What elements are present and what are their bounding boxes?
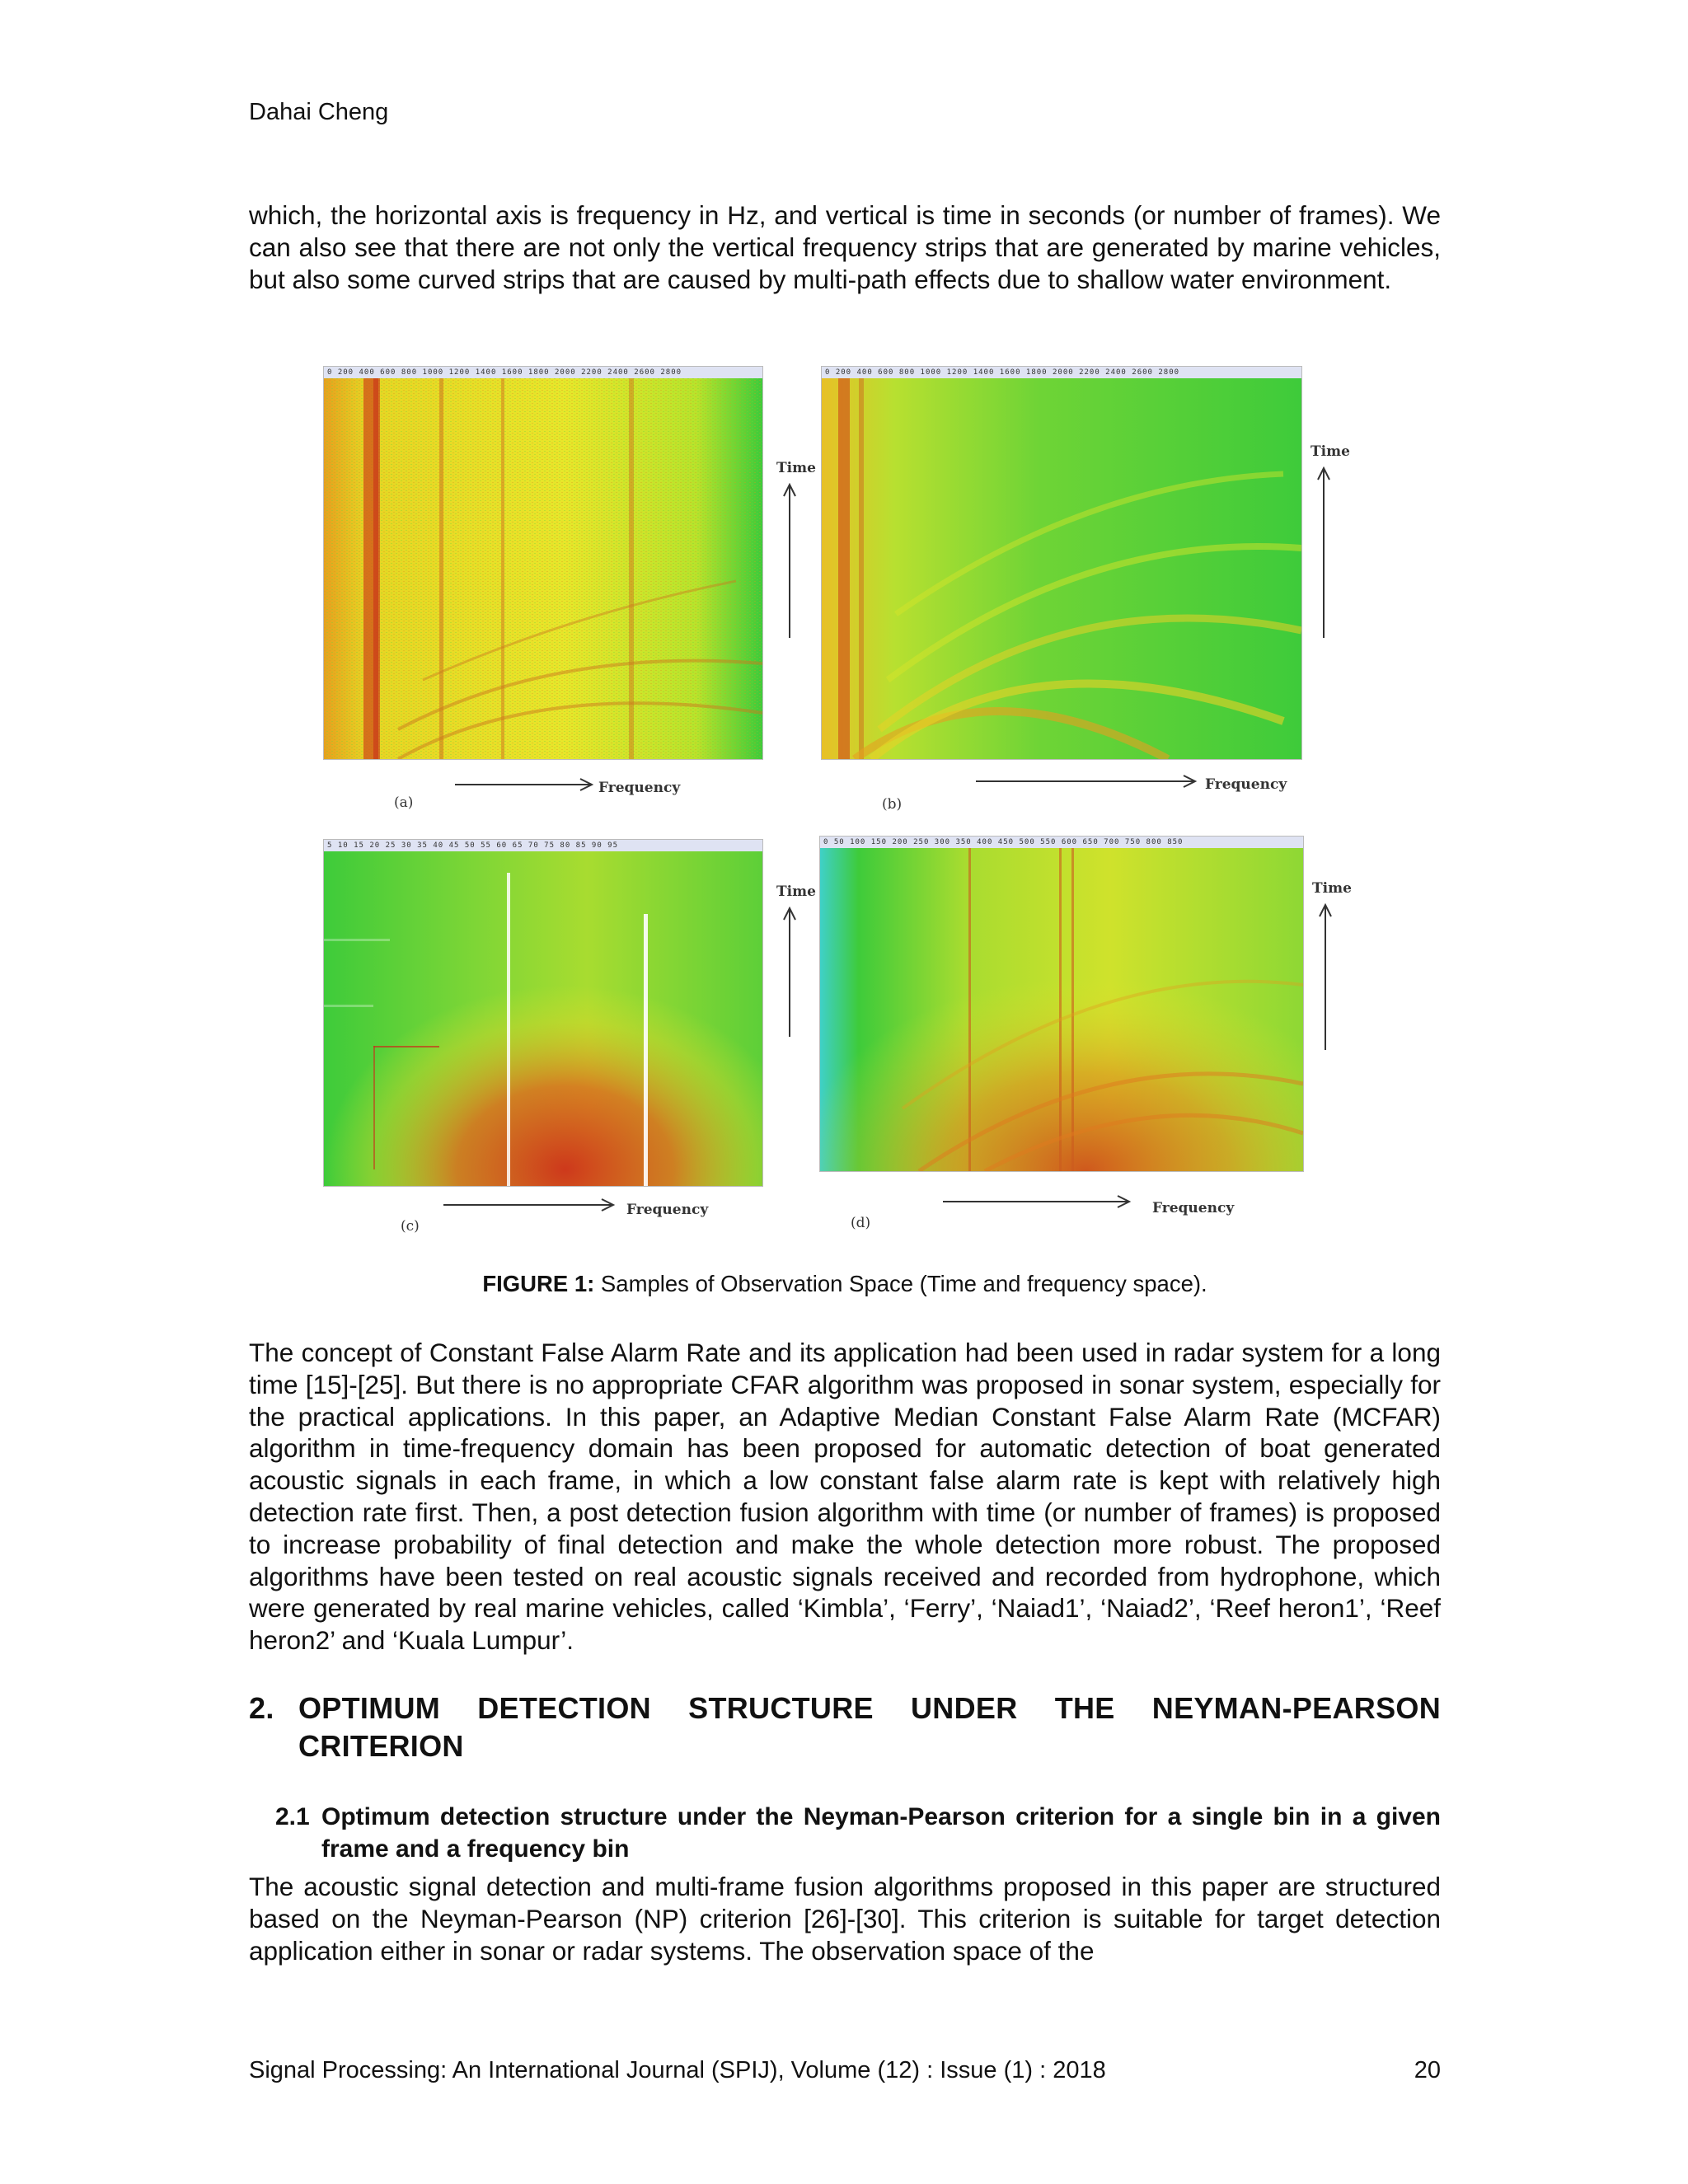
frequency-label-d: Frequency: [1152, 1200, 1235, 1216]
time-label-d: Time: [1312, 880, 1352, 897]
tick-labels-c: 5 10 15 20 25 30 35 40 45 50 55 60 65 70 75 80 85 90 95: [324, 840, 762, 851]
frequency-label-a: Frequency: [598, 780, 681, 796]
tick-labels-d: 0 50 100 150 200 250 300 350 400 450 500 550 600 650 700 750 800 850: [820, 837, 1303, 848]
figure-caption-text: Samples of Observation Space (Time and frequency space).: [594, 1271, 1207, 1296]
panel-label-a: (a): [394, 794, 414, 811]
subsection-title: Optimum detection structure under the Neyman-Pearson criterion for a single bin in a given frame and a frequency bin: [321, 1803, 1441, 1863]
spectrogram-a-image: [324, 367, 762, 759]
section-title: OPTIMUM DETECTION STRUCTURE UNDER THE NEYMAN-PEARSON CRITERION: [298, 1691, 1441, 1763]
subsection-heading: [275, 1802, 1441, 1865]
panel-c: [321, 834, 832, 1253]
panel-d: [818, 834, 1368, 1253]
panel-label-d: (d): [851, 1215, 871, 1231]
section-number: 2.: [249, 1691, 274, 1725]
figure-caption-label: FIGURE 1:: [482, 1271, 595, 1296]
time-arrow-d: [1317, 903, 1334, 1052]
time-arrow-c: [781, 907, 798, 1038]
frequency-arrow-c: [442, 1197, 615, 1213]
spectrogram-a: [323, 366, 763, 760]
footer-journal: Signal Processing: An International Journal (SPIJ), Volume (12) : Issue (1) : 2018: [249, 2057, 1106, 2083]
panel-label-b: (b): [882, 796, 903, 813]
frequency-arrow-d: [941, 1193, 1131, 1210]
spectrogram-b: [821, 366, 1302, 760]
spectrogram-b-image: [822, 367, 1301, 759]
paragraph-np-criterion: The acoustic signal detection and multi-frame fusion algorithms proposed in this paper are structured based on the Neyman-Pearson (NP) criterion [26]-[30]. This criterion is suitable for target detection application either in sonar or radar systems. The observation space of the: [249, 1872, 1441, 1966]
figure-1: [321, 363, 1368, 1253]
tick-labels-b: 0 200 400 600 800 1000 1200 1400 1600 1800 2000 2200 2400 2600 2800: [822, 367, 1301, 378]
running-header-author: Dahai Cheng: [249, 99, 389, 125]
time-label-c: Time: [776, 883, 816, 900]
spectrogram-d-image: [820, 837, 1303, 1171]
time-arrow-a: [781, 483, 798, 640]
time-label-a: Time: [776, 460, 816, 476]
spectrogram-c: [323, 839, 763, 1187]
frequency-label-c: Frequency: [626, 1202, 709, 1218]
subsection-number: 2.1: [275, 1803, 310, 1830]
spectrogram-d: [819, 836, 1304, 1172]
section-heading: [249, 1690, 1441, 1765]
paragraph-cfar: The concept of Constant False Alarm Rate and its application had been used in radar system for a long time [15]-[25]. But there is no appropriate CFAR algorithm was proposed in sonar system, especially for the practical applications. In this paper, an Adaptive Median Constant False Alarm Rate (MCFAR) algorithm in time-frequency domain has been proposed for automatic detection of boat generated acoustic signals in each frame, in which a low constant false alarm rate is kept with relatively high detection rate first. Then, a post detection fusion algorithm with time (or number of frames) is proposed to increase probability of final detection and make the whole detection more robust. The proposed algorithms have been tested on real acoustic signals received and recorded from hydrophone, which were generated by real marine vehicles, called ‘Kimbla’, ‘Ferry’, ‘Naiad1’, ‘Naiad2’, ‘Reef heron1’, ‘Reef heron2’ and ‘Kuala Lumpur’.: [249, 1338, 1441, 1656]
paragraph-intro: which, the horizontal axis is frequency in Hz, and vertical is time in seconds (or number of frames). We can also see that there are not only the vertical frequency strips that are generated by marine vehicles, but also some curved strips that are caused by multi-path effects due to shallow water environment.: [249, 200, 1441, 294]
time-arrow-b: [1315, 466, 1332, 640]
tick-labels-a: 0 200 400 600 800 1000 1200 1400 1600 1800 2000 2200 2400 2600 2800: [324, 367, 762, 378]
frequency-label-b: Frequency: [1205, 776, 1287, 793]
frequency-arrow-b: [974, 773, 1197, 790]
panel-label-c: (c): [401, 1218, 420, 1235]
panel-a: [321, 363, 832, 824]
time-label-b: Time: [1311, 443, 1350, 460]
frequency-arrow-a: [453, 776, 593, 793]
page-number: 20: [1414, 2057, 1441, 2083]
panel-b: [818, 363, 1368, 824]
figure-caption: [249, 1271, 1441, 1297]
spectrogram-c-image: [324, 840, 762, 1186]
